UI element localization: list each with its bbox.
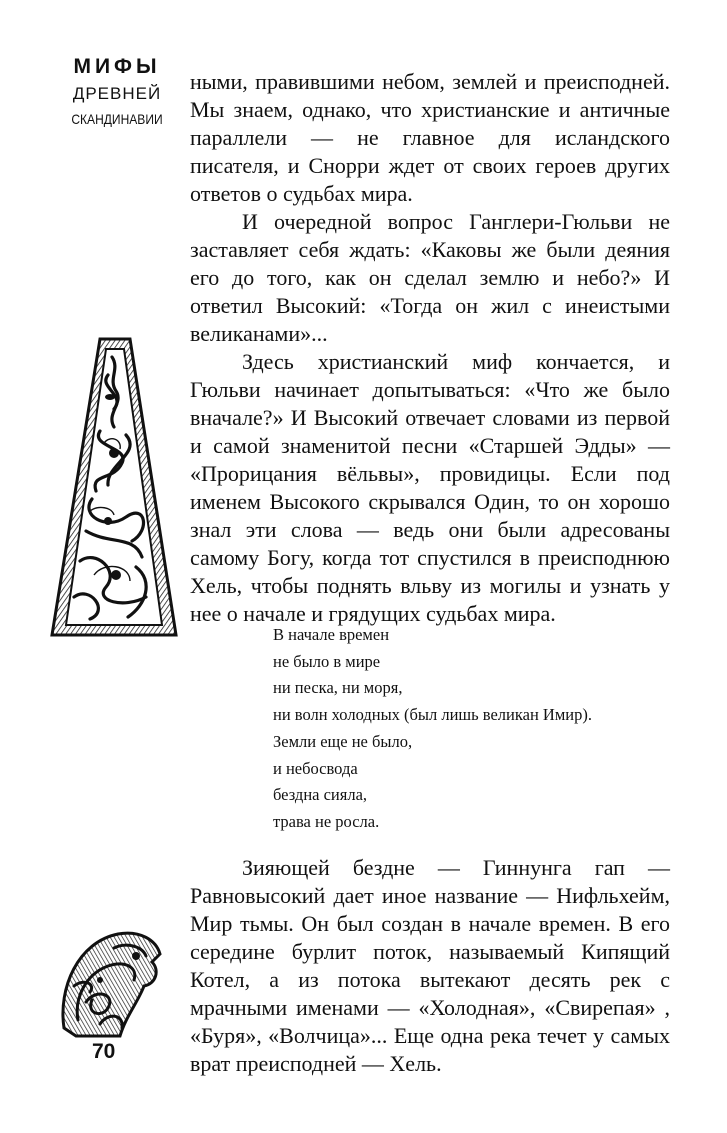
verse-line: и небосвода [273, 758, 358, 778]
paragraph-2: И очередной вопрос Ганглери-Гюльви не заставляет себя ждать: «Каковы же были деяния его до того, как он сделал землю и небо?» И ответил Высокий: «Тогда он жил с инеистыми великанами»... [190, 209, 670, 346]
verse-line: В начале времен [273, 625, 390, 644]
paragraph-3: Здесь христианский миф кончается, и Гюльви начинает допытываться: «Что же было вначале?» И Высокий отвечает словами из первой и самой знаменитой песни «Старшей Эдды» — «Прорицания вёльвы», провидицы. Если под именем Высокого скрывался Один, то он хорошо знал эти слова — ведь они были адресованы самому Богу, когда тот спустился в преисподнюю Хель, чтобы поднять вльву из могилы и узнать у нее о начале и грядущих судьбах мира. [190, 349, 670, 626]
verse-line: бездна сияла, [273, 785, 368, 805]
verse-line: трава не росла. [273, 811, 380, 831]
carved-knotwork-ornament [50, 335, 178, 640]
page-number: 70 [92, 1040, 116, 1063]
running-head-line-3: СКАНДИНАВИИ [71, 111, 163, 127]
carved-beast-head-ornament [56, 928, 166, 1040]
paragraph-4: Зияющей бездне — Гиннунга гап — Равновысокий дает иное название — Нифльхейм, Мир тьмы. Он был создан в начале времен. В его середине бурлит поток, называемый Кипящий Котел, а из потока вытекают десять рек с мрачными именами — «Холодная», «Свирепая» , «Буря», «Волчица»... Еще одна река течет у самых врат преисподней — Хель. [190, 855, 670, 1076]
running-head-line-1: МИФЫ [73, 55, 161, 78]
main-text [190, 68, 670, 628]
main-text-continued [190, 854, 670, 1078]
verse-line: ни песка, ни моря, [273, 678, 403, 698]
verse-quote [273, 622, 592, 836]
running-head-line-2: ДРЕВНЕЙ [72, 84, 162, 103]
paragraph-1: ными, правившими небом, землей и преисподней. Мы знаем, однако, что христианские и античные параллели — не главное для исландского писателя, и Снорри ждет от своих героев других ответов о судьбах мира. [190, 69, 670, 206]
running-head [62, 54, 172, 130]
verse-line: ни волн холодных (был лишь великан Имир). [273, 705, 592, 725]
verse-line: Земли еще не было, [273, 731, 413, 751]
verse-line: не было в мире [273, 651, 381, 671]
